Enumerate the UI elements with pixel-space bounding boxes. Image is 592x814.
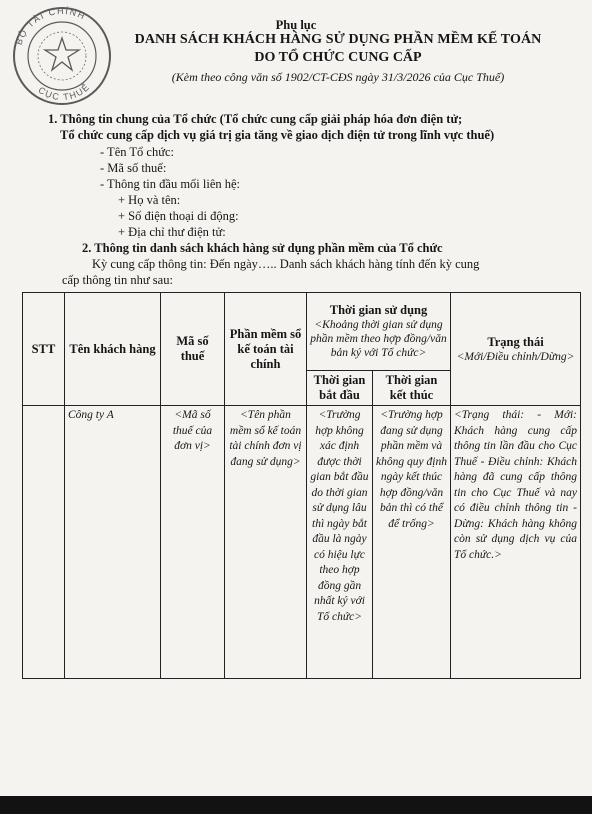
round-seal-stamp: [2, 0, 120, 112]
section1-item-contact: - Thông tin đầu mối liên hệ:: [100, 177, 241, 191]
table-row: [23, 406, 581, 679]
contact-item-name: + Họ và tên:: [118, 193, 181, 207]
cell-software: <Tên phần mềm sổ kế toán tài chính đơn vị đang sử dụng>: [225, 406, 307, 679]
title-line-2: DO TỔ CHỨC CUNG CẤP: [254, 50, 422, 65]
header-software: Phần mềm sổ kế toán tài chính: [225, 293, 307, 406]
appendix-label: Phụ lục: [275, 18, 317, 32]
cell-customer: Công ty A: [65, 406, 161, 679]
header-usage-time: [307, 293, 451, 371]
cell-end: <Trường hợp đang sử dụng phần mềm và không quy định ngày kết thúc hợp đồng/văn bản thì có thể để trống>: [373, 406, 451, 679]
header-status: [451, 293, 581, 406]
contact-item-email: + Địa chỉ thư điện tử:: [118, 225, 226, 239]
header-usage-time-label: Thời gian sử dụng: [329, 303, 428, 317]
reference-subtitle: (Kèm theo công văn số 1902/CT-CĐS ngày 31/3/2026 của Cục Thuế): [171, 70, 505, 84]
cell-tax-code: <Mã số thuế của đơn vị>: [161, 406, 225, 679]
header-customer: Tên khách hàng: [65, 293, 161, 406]
seal-text-bottom: CỤC THUẾ: [36, 81, 92, 103]
header-status-note: <Mới/Điều chỉnh/Dừng>: [456, 350, 575, 363]
customer-table: [22, 292, 580, 679]
cell-start: <Trường hợp không xác định được thời gian bắt đầu do thời gian sử dụng lâu thì ngày bắt đầu là ngày có hiệu lực theo hợp đồng gần nhất ký với Tổ chức>: [307, 406, 373, 679]
section1-item-org-name: - Tên Tổ chức:: [100, 145, 174, 159]
header-stt: STT: [23, 293, 65, 406]
section1-heading-line2: Tổ chức cung cấp dịch vụ giá trị gia tăng về giao dịch điện tử trong lĩnh vực thuế): [60, 128, 495, 142]
header-status-label: Trạng thái: [487, 334, 544, 349]
section1-heading-line1: 1. Thông tin chung của Tổ chức (Tổ chức cung cấp giải pháp hóa đơn điện tử;: [48, 112, 463, 126]
bottom-dark-border: [0, 796, 592, 814]
title-line-1: DANH SÁCH KHÁCH HÀNG SỬ DỤNG PHẦN MỀM KẾ TOÁN: [134, 32, 542, 47]
section2-paragraph-line1: Kỳ cung cấp thông tin: Đến ngày….. Danh sách khách hàng tính đến kỳ cung: [92, 257, 480, 271]
section2-paragraph-line2: cấp thông tin như sau:: [62, 273, 173, 287]
header-tax-code: Mã số thuế: [161, 293, 225, 406]
header-end: Thời gian kết thúc: [373, 371, 451, 406]
header-start: Thời gian bắt đầu: [307, 371, 373, 406]
cell-stt: [23, 406, 65, 679]
section1-item-tax-code: - Mã số thuế:: [100, 161, 167, 175]
contact-item-phone: + Số điện thoại di động:: [118, 209, 239, 223]
cell-status: <Trạng thái: - Mới: Khách hàng cung cấp thông tin lần đầu cho Cục Thuế - Điều chỉnh: Khách hàng đã cung cấp thông tin cho Cục Thuế và nay có điều chỉnh thông tin - Dừng: Khách hàng không còn sử dụng dịch vụ của Tổ chức.>: [451, 406, 581, 679]
seal-text-top: BỘ TÀI CHÍNH: [13, 5, 88, 47]
header-usage-time-note: <Khoảng thời gian sử dụng phần mềm theo hợp đồng/văn bản ký với Tổ chức>: [310, 319, 447, 359]
section2-heading: 2. Thông tin danh sách khách hàng sử dụng phần mềm của Tổ chức: [82, 241, 443, 255]
